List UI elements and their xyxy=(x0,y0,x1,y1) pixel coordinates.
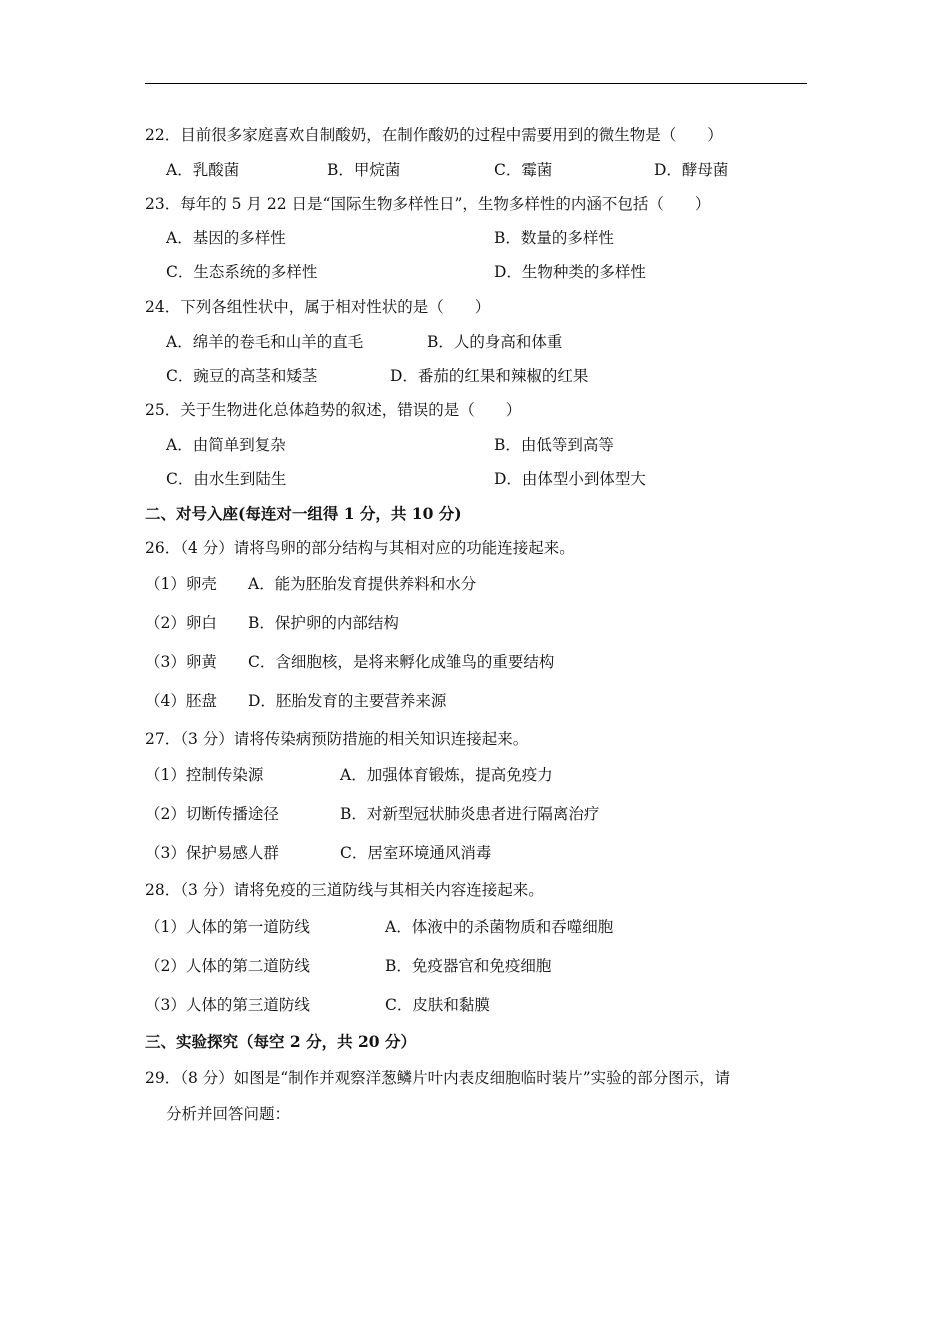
q24-option-a: A．绵羊的卷毛和山羊的直毛 xyxy=(166,333,364,351)
q27-left-3: （3）保护易感人群 xyxy=(145,844,279,862)
q27-right-c: C．居室环境通风消毒 xyxy=(340,844,492,862)
q29-stem-line2: 分析并回答问题： xyxy=(166,1105,291,1123)
q24-stem: 24．下列各组性状中，属于相对性状的是（ ） xyxy=(145,298,491,316)
q28-right-c: C．皮肤和黏膜 xyxy=(385,996,490,1014)
q26-left-1: （1）卵壳 xyxy=(145,575,217,593)
q24-option-b: B．人的身高和体重 xyxy=(427,333,563,351)
section-3-heading: 三、实验探究（每空 2 分，共 20 分） xyxy=(145,1032,416,1051)
q25-stem: 25．关于生物进化总体趋势的叙述，错误的是（ ） xyxy=(145,401,522,419)
q28-left-3: （3）人体的第三道防线 xyxy=(145,996,310,1014)
q23-option-c: C．生态系统的多样性 xyxy=(166,263,318,281)
q26-right-d: D．胚胎发育的主要营养来源 xyxy=(248,692,447,710)
q28-left-2: （2）人体的第二道防线 xyxy=(145,957,310,975)
q22-option-d: D．酵母菌 xyxy=(654,161,729,179)
q23-option-b: B．数量的多样性 xyxy=(494,229,614,247)
q26-left-4: （4）胚盘 xyxy=(145,692,217,710)
q27-right-b: B．对新型冠状肺炎患者进行隔离治疗 xyxy=(340,805,600,823)
q22-option-b: B．甲烷菌 xyxy=(327,161,401,179)
q26-left-3: （3）卵黄 xyxy=(145,653,217,671)
section-2-heading: 二、对号入座(每连对一组得 1 分，共 10 分) xyxy=(145,504,462,523)
q26-right-b: B．保护卵的内部结构 xyxy=(248,614,399,632)
q24-option-c: C．豌豆的高茎和矮茎 xyxy=(166,367,318,385)
q28-right-a: A．体液中的杀菌物质和吞噬细胞 xyxy=(385,918,614,936)
q23-option-d: D．生物种类的多样性 xyxy=(494,263,646,281)
q23-stem: 23．每年的 5 月 22 日是“国际生物多样性日”，生物多样性的内涵不包括（ ） xyxy=(145,195,711,213)
q22-option-c: C．霉菌 xyxy=(494,161,553,179)
q26-stem: 26．（4 分）请将鸟卵的部分结构与其相对应的功能连接起来。 xyxy=(145,539,575,557)
q29-stem-line1: 29．（8 分）如图是“制作并观察洋葱鳞片叶内表皮细胞临时装片”实验的部分图示，请 xyxy=(145,1069,731,1087)
q25-option-a: A．由简单到复杂 xyxy=(166,436,286,454)
q28-left-1: （1）人体的第一道防线 xyxy=(145,918,310,936)
q26-left-2: （2）卵白 xyxy=(145,614,217,632)
q25-option-b: B．由低等到高等 xyxy=(494,436,614,454)
header-rule xyxy=(145,83,807,84)
q28-right-b: B．免疫器官和免疫细胞 xyxy=(385,957,552,975)
q27-stem: 27．（3 分）请将传染病预防措施的相关知识连接起来。 xyxy=(145,730,529,748)
q27-left-1: （1）控制传染源 xyxy=(145,766,264,784)
q26-right-a: A．能为胚胎发育提供养料和水分 xyxy=(248,575,477,593)
q25-option-d: D．由体型小到体型大 xyxy=(494,470,646,488)
q27-right-a: A．加强体育锻炼，提高免疫力 xyxy=(340,766,553,784)
q27-left-2: （2）切断传播途径 xyxy=(145,805,279,823)
q22-stem: 22．目前很多家庭喜欢自制酸奶，在制作酸奶的过程中需要用到的微生物是（ ） xyxy=(145,126,723,144)
q24-option-d: D．番茄的红果和辣椒的红果 xyxy=(390,367,589,385)
q23-option-a: A．基因的多样性 xyxy=(166,229,286,247)
q26-right-c: C．含细胞核，是将来孵化成雏鸟的重要结构 xyxy=(248,653,555,671)
q28-stem: 28．（3 分）请将免疫的三道防线与其相关内容连接起来。 xyxy=(145,881,544,899)
q22-option-a: A．乳酸菌 xyxy=(166,161,240,179)
q25-option-c: C．由水生到陆生 xyxy=(166,470,287,488)
